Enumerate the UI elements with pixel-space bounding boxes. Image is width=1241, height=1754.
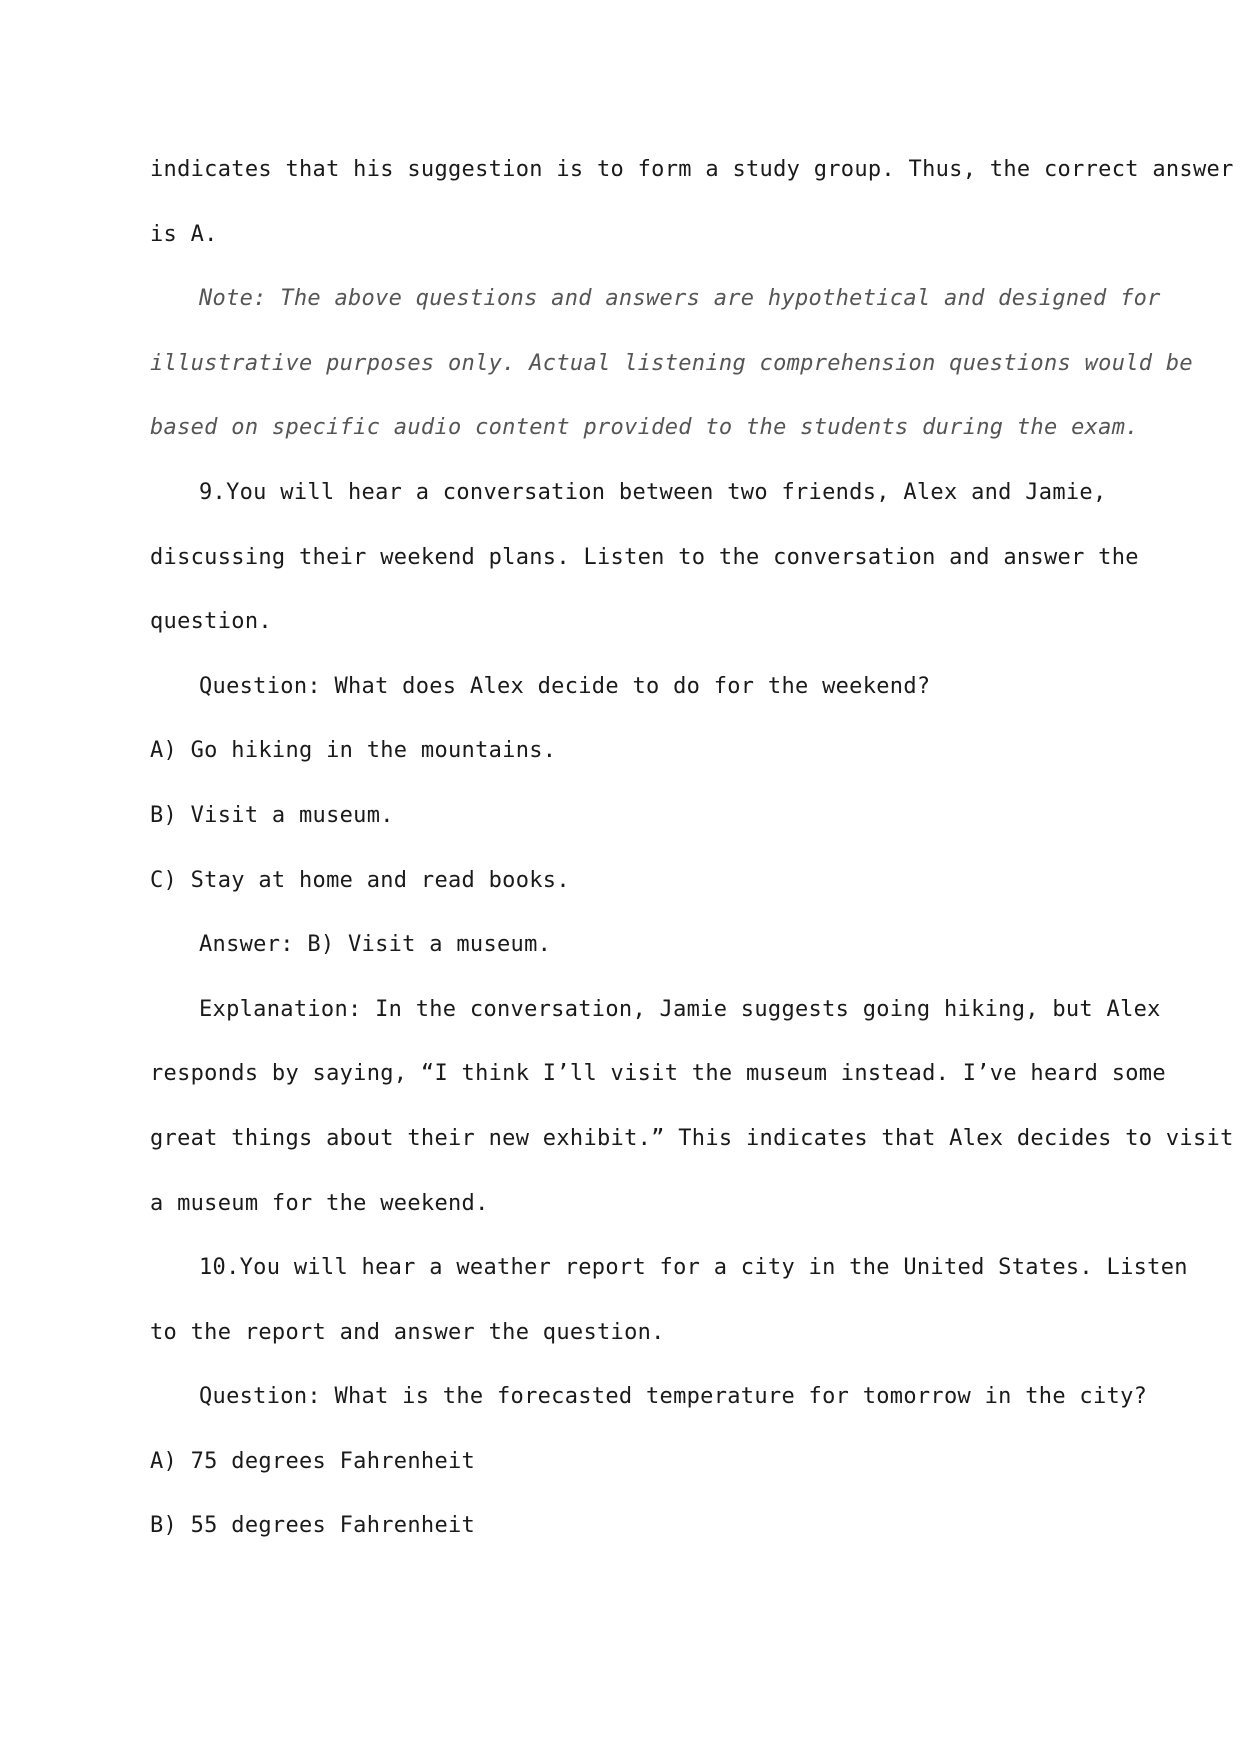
question-line: Question: What is the forecasted temperature for tomorrow in the city? bbox=[199, 1384, 1148, 1410]
note-line: based on specific audio content provided to the students during the exam. bbox=[150, 415, 1139, 441]
option-line: A) Go hiking in the mountains. bbox=[150, 738, 557, 764]
text-line: is A. bbox=[150, 221, 218, 247]
note-line: Note: The above questions and answers are hypothetical and designed for bbox=[199, 286, 1161, 312]
text-line: indicates that his suggestion is to form a study group. Thus, the correct answer bbox=[150, 157, 1234, 182]
document-page bbox=[150, 138, 1234, 1559]
option-line: B) 55 degrees Fahrenheit bbox=[150, 1513, 476, 1539]
question-prompt-line: question. bbox=[150, 609, 272, 635]
question-prompt-line: to the report and answer the question. bbox=[150, 1319, 665, 1345]
question-prompt-line: 10.You will hear a weather report for a city in the United States. Listen bbox=[199, 1255, 1188, 1281]
explanation-line: responds by saying, “I think I’ll visit the museum instead. I’ve heard some bbox=[150, 1061, 1166, 1087]
explanation-line: a museum for the weekend. bbox=[150, 1190, 489, 1216]
explanation-line: great things about their new exhibit.” This indicates that Alex decides to visit bbox=[150, 1125, 1234, 1151]
question-line: Question: What does Alex decide to do for the weekend? bbox=[199, 673, 931, 699]
explanation-line: Explanation: In the conversation, Jamie suggests going hiking, but Alex bbox=[199, 996, 1161, 1022]
option-line: B) Visit a museum. bbox=[150, 802, 394, 828]
note-line: illustrative purposes only. Actual listening comprehension questions would be bbox=[150, 350, 1193, 376]
answer-line: Answer: B) Visit a museum. bbox=[199, 932, 552, 958]
option-line: C) Stay at home and read books. bbox=[150, 867, 570, 893]
question-prompt-line: 9.You will hear a conversation between two friends, Alex and Jamie, bbox=[199, 479, 1107, 505]
question-prompt-line: discussing their weekend plans. Listen to the conversation and answer the bbox=[150, 544, 1139, 570]
option-line: A) 75 degrees Fahrenheit bbox=[150, 1448, 476, 1474]
